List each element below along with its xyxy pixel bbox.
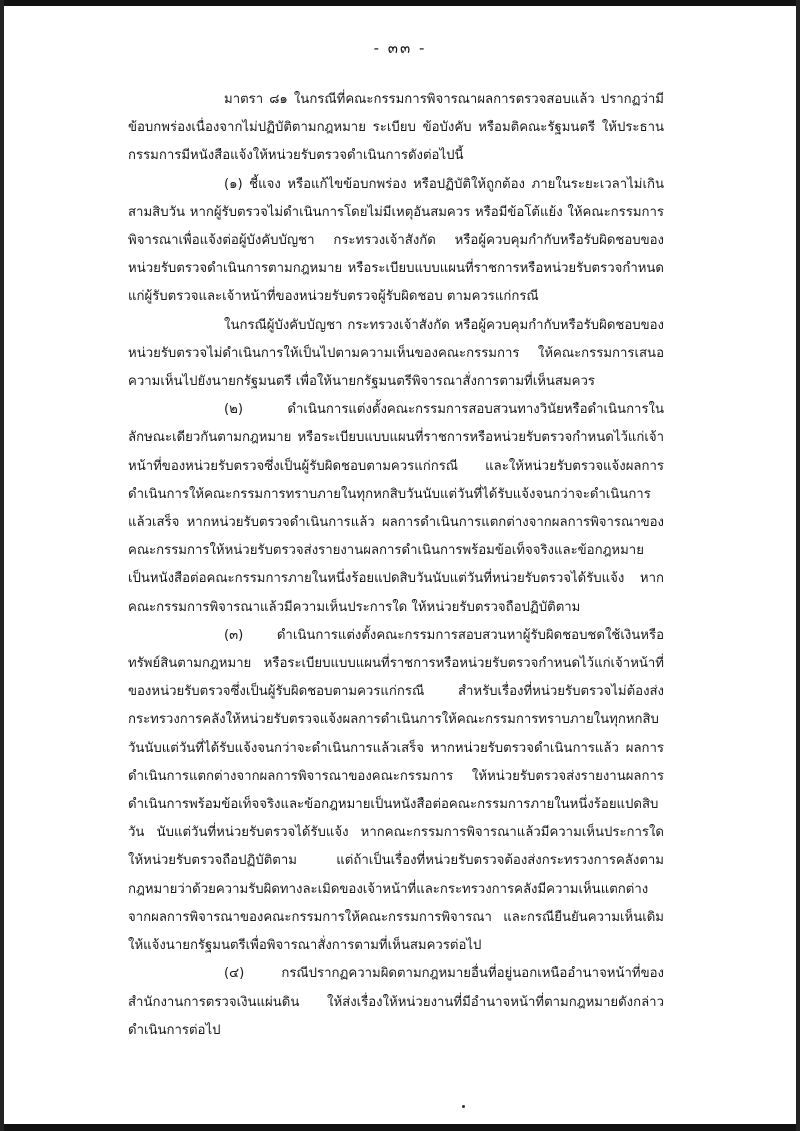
- scan-border-left: [0, 0, 4, 1131]
- scan-border-top: [0, 0, 800, 6]
- paragraph-item-1-continuation: ในกรณีผู้บังคับบัญชา กระทรวงเจ้าสังกัด หรือผู้ควบคุมกำกับหรือรับผิดชอบของหน่วยรับตรวจไม่ดำเนินการให้เป็นไปตามความเห็นของคณะกรรมการ ให้คณะกรรมการเสนอความเห็นไปยังนายกรัฐมนตรี เพื่อให้นายกรัฐมนตรีพิจารณาสั่งการตามที่เห็นสมควร: [128, 317, 664, 390]
- paragraph-item-1: (๑) ชี้แจง หรือแก้ไขข้อบกพร่อง หรือปฏิบัติให้ถูกต้อง ภายในระยะเวลาไม่เกินสามสิบวัน หากผู้รับตรวจไม่ดำเนินการโดยไม่มีเหตุอันสมควร หรือมีข้อโต้แย้ง ให้คณะกรรมการพิจารณาเพื่อแจ้งต่อผู้บังคับบัญชา กระทรวงเจ้าสังกัด หรือผู้ควบคุมกำกับหรือรับผิดชอบของหน่วยรับตรวจดำเนินการตามกฎหมาย หรือระเบียบแบบแผนที่ราชการหรือหน่วยรับตรวจกำหนดแก่ผู้รับตรวจและเจ้าหน้าที่ของหน่วยรับตรวจผู้รับผิดชอบ ตามควรแก่กรณี: [128, 176, 664, 305]
- document-body: [128, 86, 664, 1045]
- paragraph-section-81: มาตรา ๘๑ ในกรณีที่คณะกรรมการพิจารณาผลการตรวจสอบแล้ว ปรากฏว่ามีข้อบกพร่องเนื่องจากไม่ปฏิบัติตามกฎหมาย ระเบียบ ข้อบังคับ หรือมติคณะรัฐมนตรี ให้ประธานกรรมการมีหนังสือแจ้งให้หน่วยรับตรวจดำเนินการดังต่อไปนี้: [128, 92, 664, 164]
- scan-speck: [462, 1105, 465, 1108]
- paragraph-item-3: (๓) ดำเนินการแต่งตั้งคณะกรรมการสอบสวนหาผู้รับผิดชอบชดใช้เงินหรือทรัพย์สินตามกฎหมาย หรือระเบียบแบบแผนที่ราชการหรือหน่วยรับตรวจกำหนดไว้แก่เจ้าหน้าที่ของหน่วยรับตรวจซึ่งเป็นผู้รับผิดชอบตามควรแก่กรณี สำหรับเรื่องที่หน่วยรับตรวจไม่ต้องส่งกระทรวงการคลังให้หน่วยรับตรวจแจ้งผลการดำเนินการให้คณะกรรมการทราบภายในทุกหกสิบวันนับแต่วันที่ได้รับแจ้งจนกว่าจะดำเนินการแล้วเสร็จ หากหน่วยรับตรวจดำเนินการแล้ว ผลการดำเนินการแตกต่างจากผลการพิจารณาของคณะกรรมการ ให้หน่วยรับตรวจส่งรายงานผลการดำเนินการพร้อมข้อเท็จจริงและข้อกฎหมายเป็นหนังสือต่อคณะกรรมการภายในหนึ่งร้อยแปดสิบวัน นับแต่วันที่หน่วยรับตรวจได้รับแจ้ง หากคณะกรรมการพิจารณาแล้วมีความเห็นประการใด ให้หน่วยรับตรวจถือปฏิบัติตาม แต่ถ้าเป็นเรื่องที่หน่วยรับตรวจต้องส่งกระทรวงการคลังตามกฎหมายว่าด้วยความรับผิดทางละเมิดของเจ้าหน้าที่และกระทรวงการคลังมีความเห็นแตกต่างจากผลการพิจารณาของคณะกรรมการให้คณะกรรมการพิจารณา และกรณียืนยันความเห็นเดิมให้แจ้งนายกรัฐมนตรีเพื่อพิจารณาสั่งการตามที่เห็นสมควรต่อไป: [128, 627, 664, 954]
- scan-border-bottom: [0, 1124, 800, 1131]
- paragraph-item-2: (๒) ดำเนินการแต่งตั้งคณะกรรมการสอบสวนทางวินัยหรือดำเนินการในลักษณะเดียวกันตามกฎหมาย หรือระเบียบแบบแผนที่ราชการหรือหน่วยรับตรวจกำหนดไว้แก่เจ้าหน้าที่ของหน่วยรับตรวจซึ่งเป็นผู้รับผิดชอบตามควรแก่กรณี และให้หน่วยรับตรวจแจ้งผลการดำเนินการให้คณะกรรมการทราบภายในทุกหกสิบวันนับแต่วันที่ได้รับแจ้งจนกว่าจะดำเนินการแล้วเสร็จ หากหน่วยรับตรวจดำเนินการแล้ว ผลการดำเนินการแตกต่างจากผลการพิจารณาของคณะกรรมการให้หน่วยรับตรวจส่งรายงานผลการดำเนินการพร้อมข้อเท็จจริงและข้อกฎหมายเป็นหนังสือต่อคณะกรรมการภายในหนึ่งร้อยแปดสิบวันนับแต่วันที่หน่วยรับตรวจได้รับแจ้ง หากคณะกรรมการพิจารณาแล้วมีความเห็นประการใด ให้หน่วยรับตรวจถือปฏิบัติตาม: [128, 402, 664, 615]
- paragraph-item-4: (๔) กรณีปรากฏความผิดตามกฎหมายอื่นที่อยู่นอกเหนืออำนาจหน้าที่ของสำนักงานการตรวจเงินแผ่นดิน ให้ส่งเรื่องให้หน่วยงานที่มีอำนาจหน้าที่ตามกฎหมายดังกล่าวดำเนินการต่อไป: [128, 966, 664, 1038]
- scan-border-right: [796, 0, 800, 1131]
- page-number: - ๓๓ -: [373, 39, 427, 57]
